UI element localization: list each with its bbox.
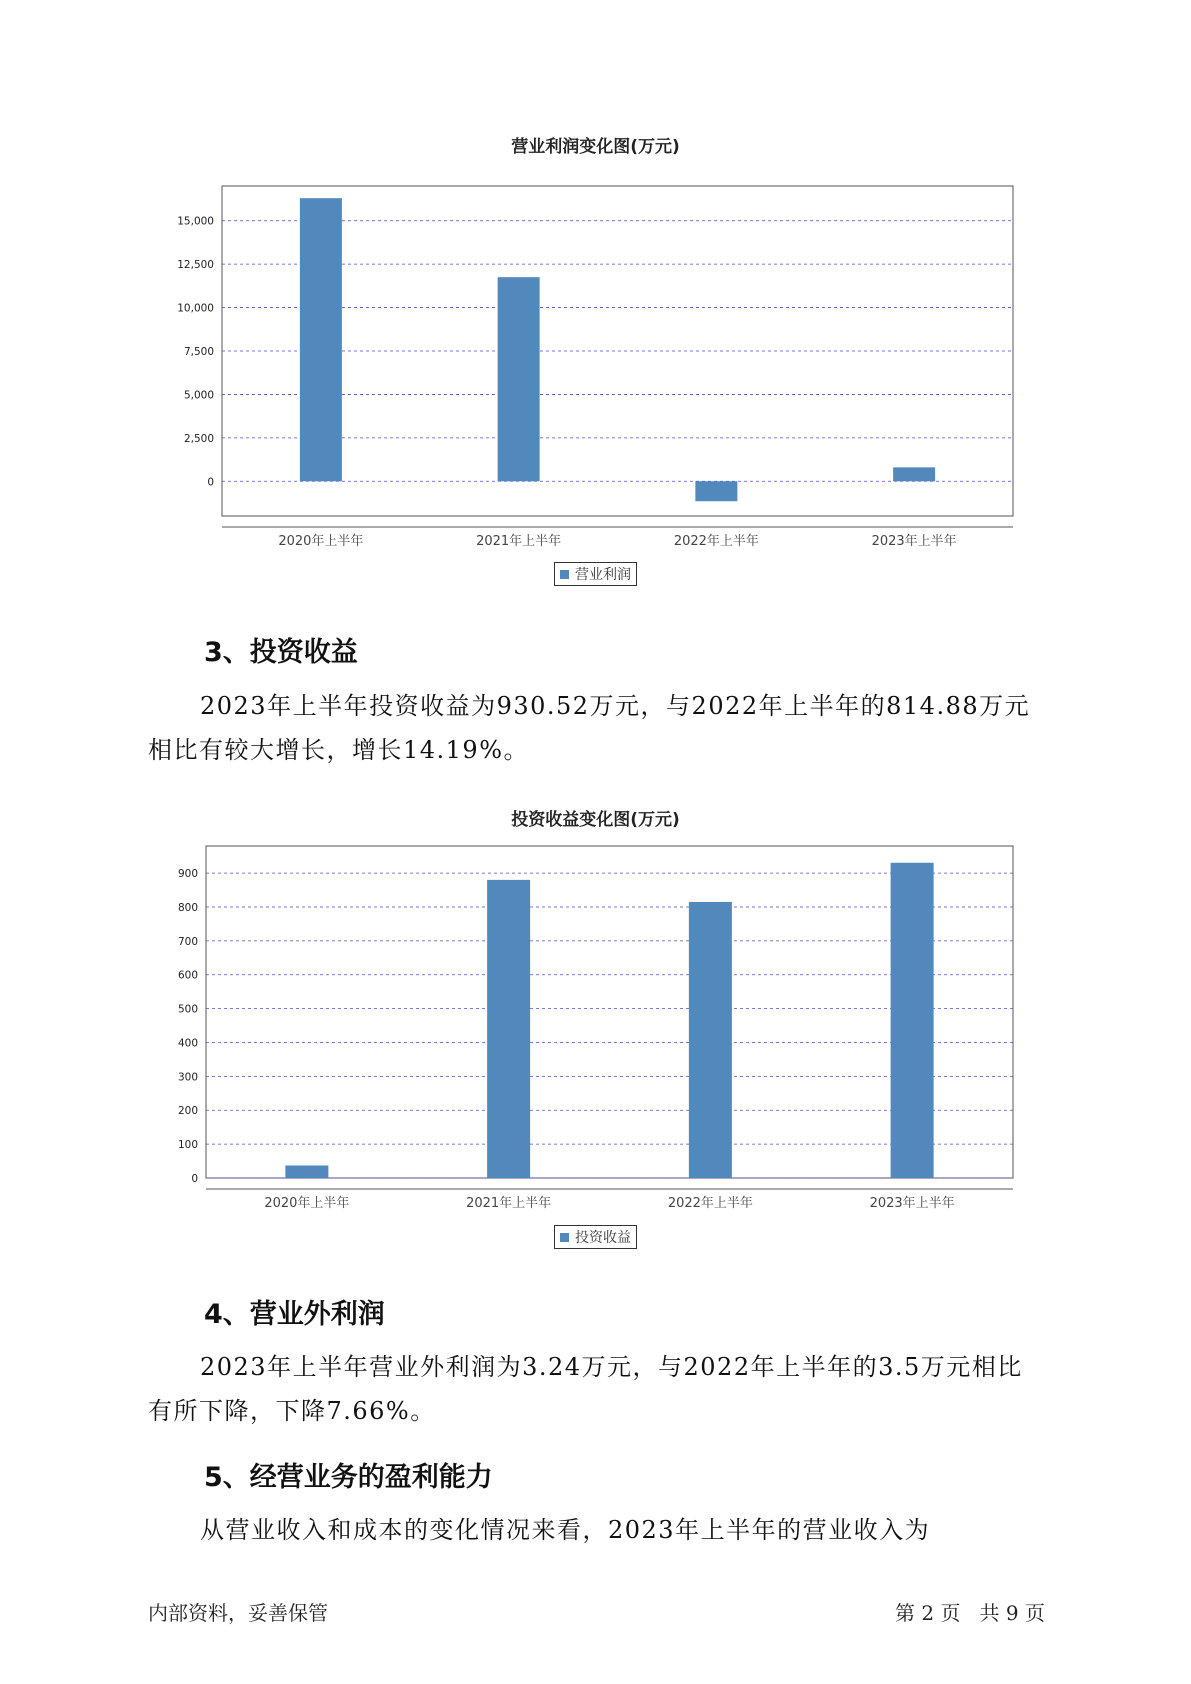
y-tick-label: 300 — [177, 1071, 198, 1084]
footer-page-number: 第 2 页 共 9 页 — [895, 1601, 1045, 1625]
x-tick-label: 2022年上半年 — [673, 534, 759, 549]
footer-confidential-note: 内部资料，妥善保管 — [148, 1601, 328, 1625]
x-tick-label: 2023年上半年 — [871, 534, 957, 549]
bar — [891, 863, 934, 1178]
y-tick-label: 0 — [207, 476, 214, 489]
y-tick-label: 600 — [177, 969, 198, 982]
legend-label: 营业利润 — [575, 567, 631, 583]
section-heading-non-operating-profit: 4、营业外利润 — [204, 1299, 385, 1330]
y-tick-label: 10,000 — [177, 302, 214, 315]
y-tick-label: 2,500 — [183, 432, 214, 445]
y-tick-label: 400 — [177, 1037, 198, 1050]
section-text-profitability: 从营业收入和成本的变化情况来看，2023年上半年的营业收入为 — [200, 1516, 931, 1544]
y-tick-label: 200 — [177, 1105, 198, 1118]
y-tick-label: 12,500 — [177, 259, 214, 272]
chart-title-investment-income: 投资收益变化图(万元) — [511, 810, 680, 830]
section-text-investment-income: 2023年上半年投资收益为930.52万元，与2022年上半年的814.88万元相比有较大增长，增长14.19%。 — [148, 692, 1031, 764]
section-heading-investment-income: 3、投资收益 — [204, 637, 358, 668]
x-tick-label: 2023年上半年 — [869, 1196, 955, 1211]
chart-title-operating-profit: 营业利润变化图(万元) — [511, 137, 680, 157]
y-tick-label: 700 — [177, 935, 198, 948]
legend-investment-income — [554, 1225, 637, 1249]
bar — [285, 1165, 328, 1178]
bar — [487, 880, 530, 1178]
x-tick-label: 2021年上半年 — [476, 534, 562, 549]
y-tick-label: 900 — [177, 868, 198, 881]
y-tick-label: 0 — [191, 1173, 198, 1185]
y-tick-label: 5,000 — [183, 389, 214, 402]
section-text-non-operating-profit: 2023年上半年营业外利润为3.24万元，与2022年上半年的3.5万元相比有所下降，下降7.66%。 — [148, 1353, 1023, 1425]
y-tick-label: 7,500 — [183, 346, 214, 358]
y-tick-label: 500 — [177, 1003, 198, 1016]
y-tick-label: 15,000 — [177, 215, 214, 228]
x-tick-label: 2020年上半年 — [264, 1196, 350, 1211]
y-tick-label: 100 — [177, 1139, 198, 1152]
legend-swatch — [560, 1233, 569, 1242]
legend-label: 投资收益 — [575, 1230, 631, 1246]
x-tick-label: 2020年上半年 — [278, 534, 364, 549]
x-tick-label: 2022年上半年 — [667, 1196, 753, 1211]
x-tick-label: 2021年上半年 — [466, 1196, 552, 1211]
bar — [689, 902, 732, 1178]
y-tick-label: 800 — [177, 901, 198, 914]
section-heading-profitability: 5、经营业务的盈利能力 — [204, 1462, 493, 1493]
